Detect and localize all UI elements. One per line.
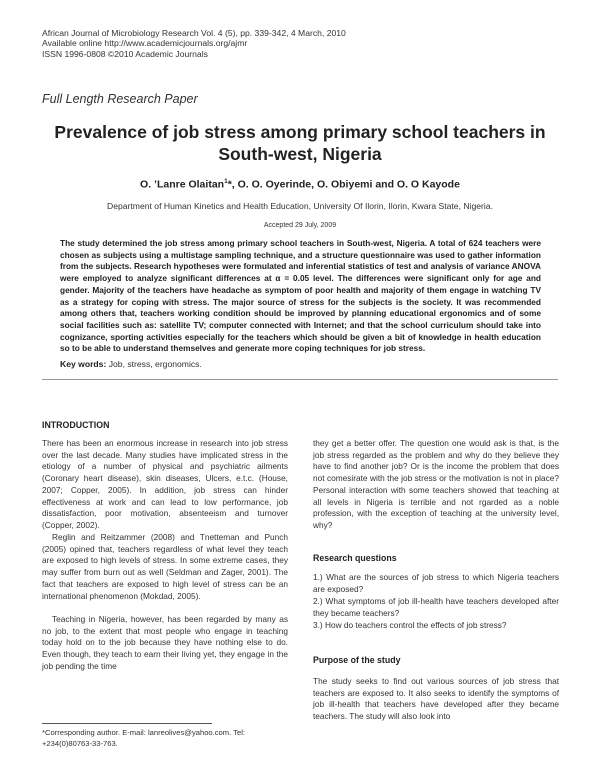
intro-paragraph-3: Teaching in Nigeria, however, has been regarded by many as no job, to the extent that most people who engage in teaching today hold on to the job because they have nothing else to do. Even though, they teach to earn their living yet, they engage in the job pending the time [42,614,288,671]
intro-paragraph-1: There has been an enormous increase in research into job stress over the last decade. Many studies have implicated stress in the etiology of a number of physical and psychiatric ailments (Coronary heart disease), skin diseases, Ulcers, e.t.c. (House, 2007; Copper, 2005). In addition, job stress can hinder effectiveness at work and can lead to low performance, job dissatisfaction, poor motivation, absenteeism and turnover (Copper, 2002). [42,438,288,530]
research-question-3: 3.) How do teachers control the effects of job stress? [313,620,507,630]
abstract: The study determined the job stress among primary school teachers in South-west, Nigeria. A total of 624 teachers were chosen as subjects using a multistage sampling technique, and a structure questionnaire was used to gather information from the subjects. Research hypotheses were formulated and inferential statistics of test and analysis of variance ANOVA were employed to analyze significant differences at α = 0.05 level. The differences were significant only for age and gender. Majority of the teachers have headache as symptom of poor health and majority of them engage in watching TV as a strategy for coping with stress. The major source of stress for the subjects is the society. It was recommended among others that, teachers working condition should be improved by planning educational ergonomics and of some social facilities such as: satellite TV; computer connected with Internet; and that the school curriculum should take into cognizance, sporting activities especially for the teachers which should be given a bit of knowledge in health education so to be able to understand themselves and generate more coping techniques for job stress. [60,238,541,354]
research-question-2: 2.) What symptoms of job ill-health have teachers developed after they became teachers? [313,596,559,618]
purpose-heading: Purpose of the study [313,655,401,665]
section-divider [42,379,558,380]
keywords-label: Key words: [60,359,107,369]
paper-type: Full Length Research Paper [42,92,198,106]
affiliation-marker: 1 [224,178,228,185]
footnote-rule [42,723,212,724]
purpose-paragraph-1: The study seeks to find out various sources of job stress that teachers are exposed to. It also seeks to identify the symptoms of job ill-health that teachers have developed after they became teachers. The study will also look into [313,676,559,722]
paper-title: Prevalence of job stress among primary school teachers in South-west, Nigeria [54,122,546,164]
corresponding-author-footnote: *Corresponding author. E-mail: lanreolives@yahoo.com. Tel: +234(0)80763-33-763. [42,728,245,748]
intro-paragraph-4: they get a better offer. The question one would ask is that, is the job stress regarded as the problem and why do they believe they have to find another job? Or is the income the problem that does not comesirate with the job stress or the motivation is not in place? Personal interaction with some teachers showed that teaching at all levels in Nigeria is terrible and not rgarded as a noble profession, with the exception of teaching at the university level, why? [313,438,559,530]
journal-header [42,28,346,59]
author-list [40,178,560,191]
intro-heading: INTRODUCTION [42,420,110,430]
other-authors: *, O. O. Oyerinde, O. Obiyemi and O. O Kayode [227,178,460,191]
intro-paragraph-2: Reglin and Reitzammer (2008) and Tnetteman and Punch (2005) opined that, teachers regardless of what level they teach are exposed to high levels of stress. In some extreme cases, they may suffer from burn out as well (Seldman and Zager, 2001). The fact that teachers are exposed to high level of stress can be an international phenomenon (Mokdad, 2005). [42,532,288,601]
journal-citation: African Journal of Microbiology Research Vol. 4 (5), pp. 339-342, 4 March, 2010 [42,28,346,38]
accepted-date: Accepted 29 July, 2009 [263,222,337,229]
research-question-1: 1.) What are the sources of job stress to which Nigeria teachers are exposed? [313,572,559,594]
keywords-value: Job, stress, ergonomics. [108,359,202,369]
journal-issn: ISSN 1996-0808 ©2010 Academic Journals [42,48,208,59]
journal-url: Available online http://www.academicjournals.org/ajmr [42,38,248,49]
research-questions-heading: Research questions [313,553,397,563]
keywords [60,359,202,369]
first-author: O. ’Lanre Olaitan [140,178,225,191]
affiliation: Department of Human Kinetics and Health Education, University Of Ilorin, Ilorin, Kwara State, Nigeria. [107,201,493,211]
